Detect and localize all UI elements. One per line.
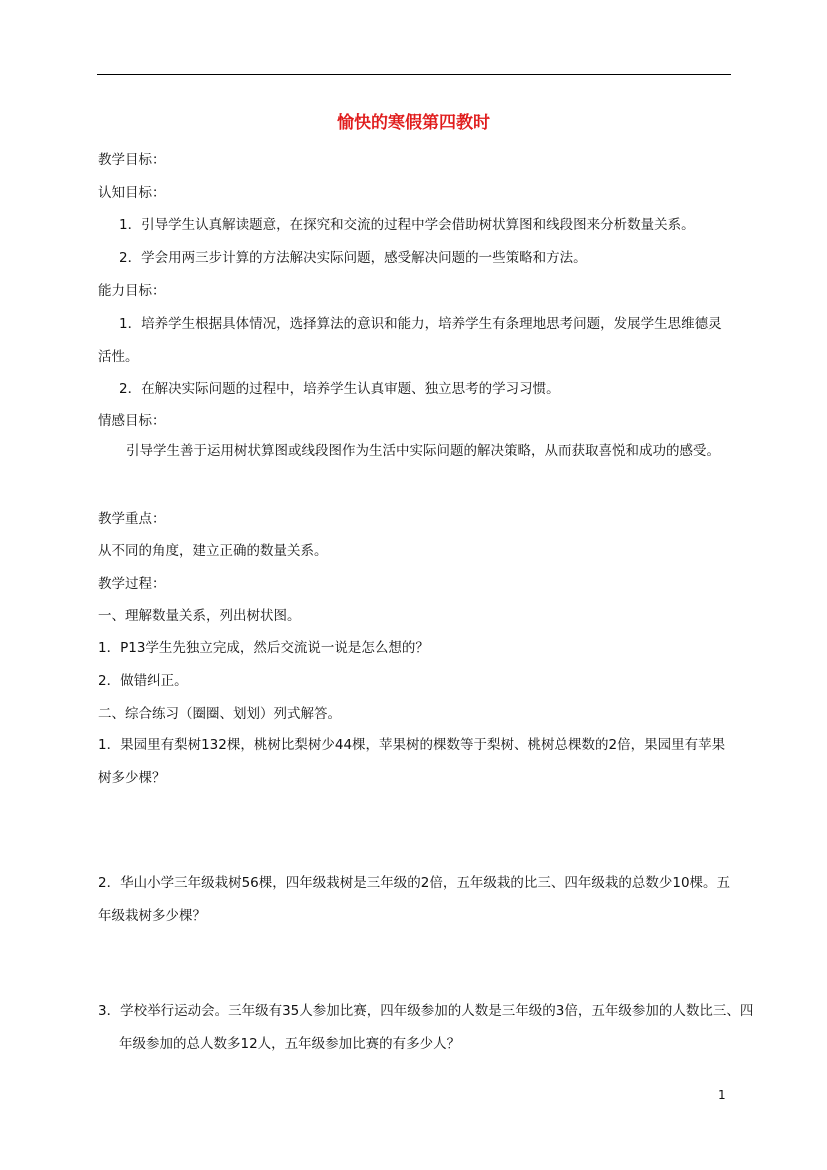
cognitive-heading: 认知目标： — [98, 185, 166, 201]
problem-3: 3．学校举行运动会。三年级有35人参加比赛，四年级参加的人数是三年级的3倍，五年级参加的人数比三、四年级参加的总人数多12人，五年级参加比赛的有多少人？ — [98, 1003, 754, 1052]
cognitive-item-1: 1．引导学生认真解读题意，在探究和交流的过程中学会借助树状算图和线段图来分析数量关系。 — [119, 217, 695, 233]
section-1-heading: 一、理解数量关系，列出树状图。 — [98, 608, 301, 624]
ability-item-1: 1．培养学生根据具体情况，选择算法的意识和能力，培养学生有条理地思考问题，发展学生思维德灵活性。 — [98, 316, 722, 365]
problem-2: 2．华山小学三年级栽树56棵，四年级栽树是三年级的2倍，五年级栽的比三、四年级栽的总数少10棵。五年级栽树多少棵？ — [98, 875, 731, 924]
emotion-text: 引导学生善于运用树状算图或线段图作为生活中实际问题的解决策略，从而获取喜悦和成功的感受。 — [126, 443, 720, 459]
problem-1: 1．果园里有梨树132棵，桃树比梨树少44棵，苹果树的棵数等于梨树、桃树总棵数的2倍，果园里有苹果树多少棵？ — [98, 737, 726, 786]
cognitive-item-2: 2．学会用两三步计算的方法解决实际问题，感受解决问题的一些策略和方法。 — [119, 250, 587, 266]
page-title: 愉快的寒假第四教时 — [337, 113, 490, 133]
section-1-item-1: 1．P13学生先独立完成，然后交流说一说是怎么想的？ — [98, 640, 429, 656]
page-number: 1 — [718, 1088, 726, 1102]
emotion-heading: 情感目标： — [98, 413, 166, 429]
objectives-label: 教学目标： — [98, 152, 166, 168]
ability-heading: 能力目标： — [98, 283, 166, 299]
process-heading: 教学过程： — [98, 576, 166, 592]
focus-heading: 教学重点： — [98, 511, 166, 527]
section-1-item-2: 2．做错纠正。 — [98, 673, 188, 689]
focus-text: 从不同的角度，建立正确的数量关系。 — [98, 543, 328, 559]
section-2-heading: 二、综合练习（圈圈、划划）列式解答。 — [98, 706, 341, 722]
ability-item-2: 2．在解决实际问题的过程中，培养学生认真审题、独立思考的学习习惯。 — [119, 381, 560, 397]
header-rule — [97, 74, 731, 75]
